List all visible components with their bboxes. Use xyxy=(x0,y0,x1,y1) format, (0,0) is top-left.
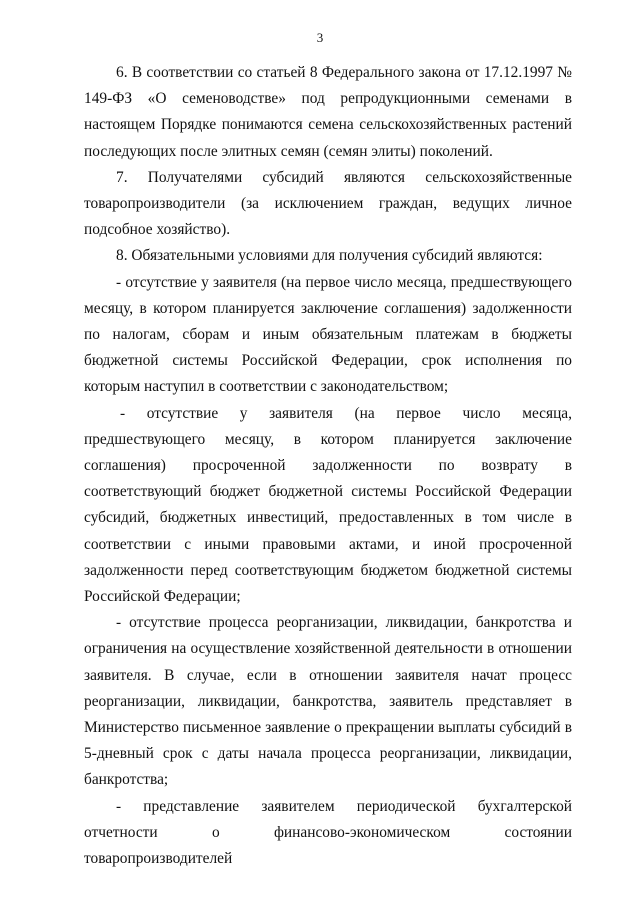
paragraph-8-conditions: 8. Обязательными условиями для получения субсидий являются: xyxy=(116,247,543,265)
page-number: 3 xyxy=(316,30,324,45)
document-body xyxy=(84,60,572,872)
condition-no-overdue-debt: - отсутствие у заявителя (на первое число месяца, предшествующего месяцу, в котором планируется заключение соглашения) просроченной задолженности по возврату в соответствующий бюджет бюджетной системы Российской Федерации субсидий, бюджетных инвестиций, предоставленных в том числе в соответствии с иными правовыми актами, и иной просроченной задолженности перед соответствующим бюджетом бюджетной системы Российской Федерации; xyxy=(84,404,572,606)
condition-accounting-reports: - представление заявителем периодической бухгалтерской отчетности о финансово-экономическом состоянии товаропроизводителей xyxy=(84,797,572,868)
condition-no-tax-debt: - отсутствие у заявителя (на первое число месяца, предшествующего месяцу, в котором планируется заключение соглашения) задолженности по налогам, сборам и иным обязательным платежам в бюджеты бюджетной системы Российской Федерации, срок исполнения по которым наступил в соответствии с законодательством; xyxy=(84,273,572,396)
condition-no-reorganization: - отсутствие процесса реорганизации, ликвидации, банкротства и ограничения на осуществление хозяйственной деятельности в отношении заявителя. В случае, если в отношении заявителя начат процесс реорганизации, ликвидации, банкротства, заявитель представляет в Министерство письменное заявление о прекращении выплаты субсидий в 5-дневный срок с даты начала процесса реорганизации, ликвидации, банкротства; xyxy=(84,614,572,789)
paragraph-6-seeds-definition: 6. В соответствии со статьей 8 Федерального закона от 17.12.1997 № 149-ФЗ «О семеноводстве» под репродукционными семенами в настоящем Порядке понимаются семена сельскохозяйственных растений последующих после элитных семян (семян элиты) поколений. xyxy=(84,64,572,160)
paragraph-7-recipients: 7. Получателями субсидий являются сельскохозяйственные товаропроизводители (за исключением граждан, ведущих личное подсобное хозяйство). xyxy=(84,168,572,239)
